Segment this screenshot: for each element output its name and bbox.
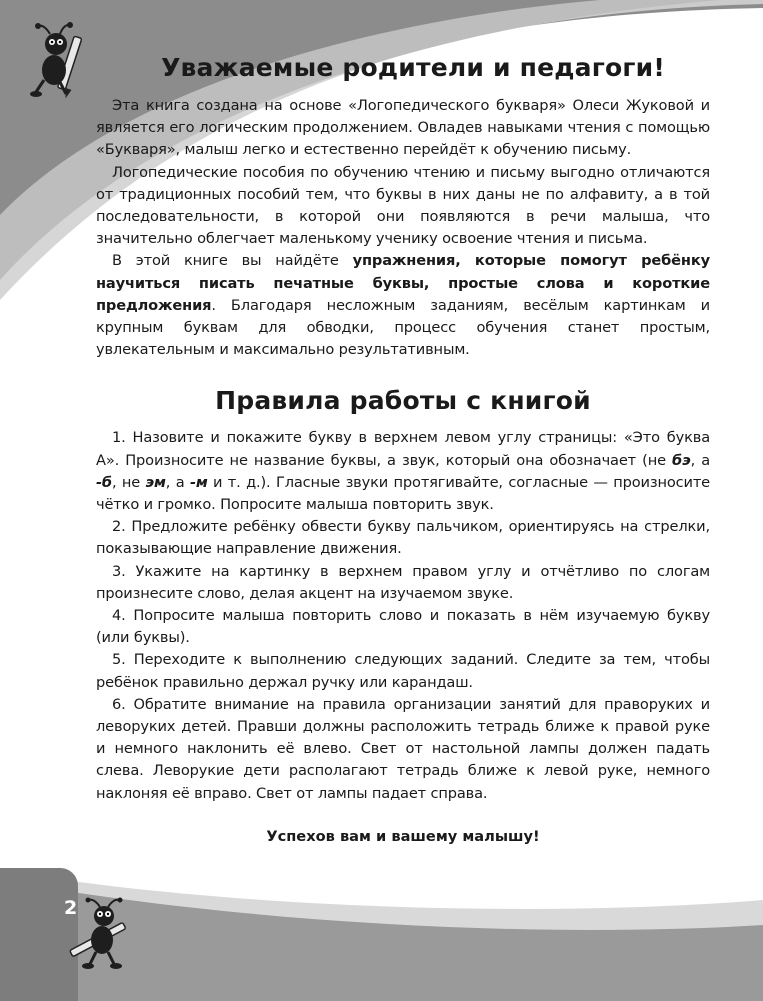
intro3-after: . Благодаря несложным заданиям, весёлым картинкам и крупным буквам для обводки, процесс обучения станет простым, увлекательным и максимально результативным.: [96, 296, 710, 359]
intro-paragraph-3: [96, 250, 710, 361]
rule1-text-e: и т. д.). Гласные звуки протягивайте, согласные — произносите чётко и громко. Попросите малыша повторить звук.: [96, 473, 711, 514]
rule1-example-be: бэ: [672, 451, 691, 469]
rule1-text-a: 1. Назовите и покажите букву в верхнем левом углу страницы: «Это буква А». Произносите не название буквы, а звук, который она обозначает (не: [96, 429, 710, 469]
rules-heading: Правила работы с книгой: [215, 386, 591, 416]
intro-paragraph-1: Эта книга создана на основе «Логопедического букваря» Олеси Жуковой и является его логическим продолжением. Овладев навыками чтения с помощью «Букваря», малыш легко и естественно перейдёт к обучению письму.: [96, 97, 710, 159]
intro3-bold: упражнения, которые помогут ребёнку научиться писать печатные буквы, простые слова и короткие предложения: [96, 252, 710, 314]
page-number: 2: [64, 897, 78, 919]
intro-paragraph-2: Логопедические пособия по обучению чтению и письму выгодно отличаются от традиционных пособий тем, что буквы в них даны не по алфавиту, а в той последовательности, в которой они появляются в речи малыша, что значительно облегчает маленькому ученику освоение чтения и письма.: [96, 163, 710, 248]
rule-1: [96, 427, 710, 516]
rule-5: 5. Переходите к выполнению следующих заданий. Следите за тем, чтобы ребёнок правильно держал ручку или карандаш.: [96, 651, 710, 691]
rule1-example-em: эм: [145, 473, 166, 491]
rule1-text-c: , не: [111, 473, 146, 491]
rule1-example-m: -м: [189, 473, 208, 491]
rule-4: 4. Попросите малыша повторить слово и показать в нём изучаемую букву (или буквы).: [96, 607, 710, 647]
rule-2: 2. Предложите ребёнку обвести букву пальчиком, ориентируясь на стрелки, показывающие направление движения.: [96, 518, 710, 558]
rule1-text-b: , а: [690, 451, 710, 469]
intro3-before: В этой книге вы найдёте: [112, 252, 353, 270]
closing-wish: Успехов вам и вашему малышу!: [266, 827, 540, 845]
rule1-text-d: , а: [165, 473, 190, 491]
rule-3: 3. Укажите на картинку в верхнем правом углу и отчётливо по слогам произнесите слово, делая акцент на изучаемом звуке.: [96, 562, 710, 602]
page-title: Уважаемые родители и педагоги!: [161, 53, 665, 82]
page-content: [96, 52, 710, 848]
rule-6: 6. Обратите внимание на правила организации занятий для праворуких и леворуких детей. Правши должны расположить тетрадь ближе к правой руке и немного наклонить её влево. Свет от настольной лампы должен падать слева. Леворукие дети располагают тетрадь ближе к левой руке, немного наклоняя её вправо. Свет от лампы падает справа.: [96, 695, 710, 802]
rule1-example-b: -б: [96, 473, 112, 491]
ant-with-pencil-icon: [30, 22, 94, 100]
